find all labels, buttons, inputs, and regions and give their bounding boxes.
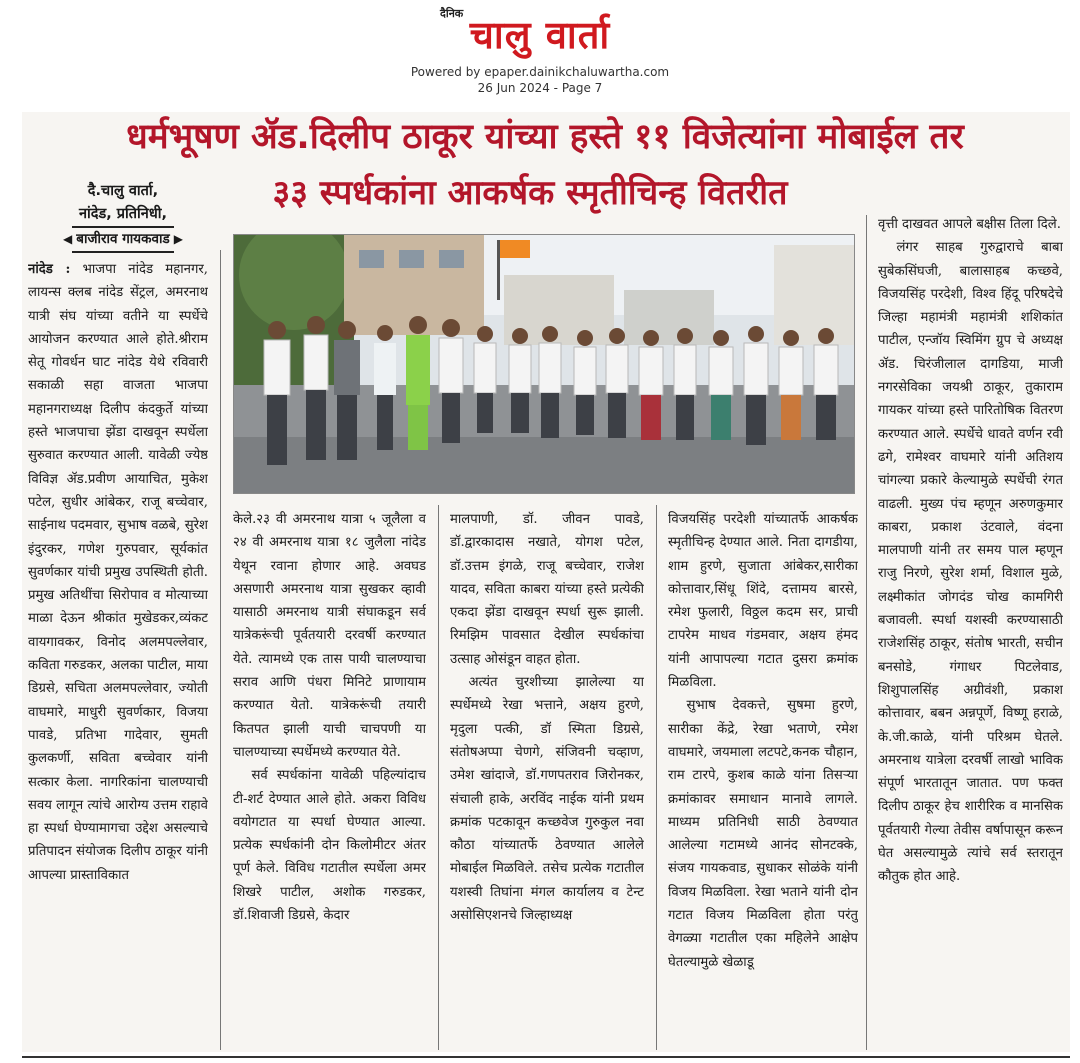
column-divider (656, 505, 657, 1050)
column-2-para-2: सर्व स्पर्धकांना यावेळी पहिल्यांदाच टी-शर्ट देण्यात आले होते. अकरा विविध वयोगटात या स्पर्धा घेण्यात आल्या. प्रत्येक स्पर्धकांनी दोन किलोमीटर अंतर पूर्ण केले. विविध गटातील स्पर्धेला अमर शिखरे पाटील, अशोक गरुडकर, डॉ.शिवाजी डिग्रसे, केदार (233, 768, 426, 924)
triangle-right-icon: ▶ (173, 232, 183, 246)
triangle-left-icon: ◀ (63, 232, 73, 246)
byline-location: नांदेड, प्रतिनिधी, (78, 206, 168, 222)
dateline-place: नांदेड : (28, 262, 71, 277)
article-column-1 (28, 258, 208, 1052)
byline-reporter: बाजीराव गायकवाड (72, 226, 173, 253)
column-divider (438, 505, 439, 1050)
column-2-para-1: केले.२३ वी अमरनाथ यात्रा ५ जूलैला व २४ वी अमरनाथ यात्रा १८ जुलैला नांदेड येथून रवाना होणार आहे. अवघड असणारी अमरनाथ यात्रा सुखकर व्हावी यासाठी अमरनाथ यात्री संघाकडून सर्व यात्रेकरूंची पूर्वतयारी दरवर्षी करण्यात येते. त्यामध्ये एक तास पायी चालण्याचा सराव आणि पंधरा मिनिटे प्राणायाम करण्यात येतो. यात्रेकरूंची तयारी कितपत झाली याची चाचपणी या चालण्याच्या स्पर्धेमध्ये करण्यात येते. (233, 512, 426, 760)
article-column-2 (233, 508, 426, 1052)
masthead (0, 0, 1080, 108)
column-divider (220, 250, 221, 1050)
column-divider (866, 215, 867, 1050)
headline-line-2: ३३ स्पर्धकांना आकर्षक स्मृतीचिन्ह वितरीत (272, 173, 788, 213)
powered-by-link[interactable]: Powered by epaper.dainikchaluwartha.com (410, 65, 670, 79)
masthead-logo: चालु वार्ता (469, 13, 611, 57)
byline-paper: दै.चालु वार्ता, (87, 183, 159, 199)
column-3-para-2: अत्यंत चुरशीच्या झालेल्या या स्पर्धेमध्ये रेखा भत्ताने, अक्षय हुरणे, मृदुला पत्की, डॉ स्मिता डिग्रसे, संतोषअप्पा चेणगे, संजिवनी चव्हाण, उमेश खांदाजे, डॉ.गणपतराव जिरोनकर, संचाली हाके, अरविंद नाईक यांनी प्रथम क्रमांक पटकावून कच्छवेज गुरुकुल नवा कौठा यांच्यातर्फे ठेवण्यात आलेले मोबाईल मिळविले. तसेच प्रत्येक गटातील यशस्वी तिघांना मंगल कार्यालय व टेन्ट असोसिएशनचे जिल्हाध्यक्ष (450, 675, 644, 924)
column-5-para-2: लंगर साहब गुरुद्वाराचे बाबा सुबेकसिंघजी, बालासाहब कच्छवे, विजयसिंह परदेशी, विश्व हिंदू परिषदेचे जिल्हा महामंत्री महामंत्री शशिकांत पाटील, एन्जॉय स्विमिंग ग्रुप चे अध्यक्ष ॲड. चिरंजीलाल दागडिया, माजी नगरसेविका जयश्री ठाकूर, तुकाराम गायकर यांच्या हस्ते पारितोषिक वितरण करण्यात आले. स्पर्धेचे धावते वर्णन रवी ढगे, रामेश्वर वाघमारे यांनी अतिशय चांगल्या प्रकारे केल्यामुळे स्पर्धेची रंगत वाढली. मुख्य पंच म्हणून अरुणकुमार काबरा, प्रकाश उंटवाले, वंदना मालपाणी यांनी तर समय पाल म्हणून राजु निरणे, सुरेश शर्मा, विशाल मुळे, लक्ष्मीकांत जोगदंड चोख कामगिरी बजावली. स्पर्धा यशस्वी करण्यासाठी राजेशसिंह ठाकूर, संतोष भारती, सचीन बनसोडे, गंगाधर पिटलेवाड, शिशुपालसिंह अग्रीवंशी, प्रकाश कोत्तावार, बबन अन्नपूर्णे, विष्णू हराळे, के.जी.काळे, यांनी परिश्रम घेतले. अमरनाथ यात्रेला दरवर्षी लाखो भाविक संपूर्ण भारतातून जातात. पण फक्त दिलीप ठाकूर हेच शारीरिक व मानसिक पूर्वतयारी गेल्या तेवीस वर्षापासून करून घेत असल्यामुळे त्यांचे सर्व स्तरातून कौतुक होत आहे. (878, 240, 1063, 885)
masthead-prefix: दैनिक (440, 7, 464, 20)
column-5-para-1: वृत्ती दाखवत आपले बक्षीस तिला दिले. (878, 217, 1061, 232)
article-column-4 (668, 508, 858, 1052)
article-photo (233, 234, 855, 494)
column-4-para-1: विजयसिंह परदेशी यांच्यातर्फे आकर्षक स्मृतीचिन्ह देण्यात आले. निता दागडीया, शाम हुरणे, सुजाता आंबेकर,सारीका कोत्तावार,सिंधू शिंदे, दत्तामय बारसे, रमेश फुलारी, विठ्ठल कदम सर, प्राची टापरेम माधव गंडमवार, अक्षय हंमद यांनी आपापल्या गटात दुसरा क्रमांक मिळविला. (668, 512, 858, 691)
byline (28, 180, 218, 253)
date-page: 26 Jun 2024 - Page 7 (477, 81, 603, 95)
article-column-3 (450, 508, 644, 1052)
article-column-5 (878, 213, 1063, 1052)
column-3-para-1: मालपाणी, डॉ. जीवन पावडे, डॉ.द्वारकादास नखाते, योगश पटेल, डॉ.उत्तम इंगळे, राजू बच्चेवार, राजेश यादव, सविता काबरा यांच्या हस्ते प्रत्येकी एकदा झेंडा दाखवून स्पर्धा सुरू झाली. रिमझिम पावसात देखील स्पर्धकांचा उत्साह ओसंडून वाहत होता. (450, 512, 644, 667)
column-1-text: भाजपा नांदेड महानगर, लायन्स क्लब नांदेड सेंट्रल, अमरनाथ यात्री संघ यांच्या वतीने या स्पर्धेचे आयोजन करण्यात आले होते.श्रीराम सेतू गोवर्धन घाट नांदेड येथे रविवारी सकाळी सहा वाजता भाजपा महानगराध्यक्ष दिलीप कंदकुर्ते यांच्या हस्ते भाजपाचा झेंडा दाखवून स्पर्धेला सुरुवात करण्यात आली. यावेळी ज्येष्ठ विविज्ञ ॲड.प्रवीण आयाचित, मुकेश पटेल, सुधीर आंबेकर, राजू बच्चेवार, साईनाथ पदमवार, सुभाष वळबे, सुरेश इंदुरकर, गणेश गुरुपवार, सूर्यकांत सुवर्णकार यांची प्रमुख उपस्थिती होती. प्रमुख अतिथींचा सिरोपाव व मोत्याच्या माळा देऊन श्रीकांत मुखेडकर,व्यंकट वायगावकर, विनोद अलमपल्लेवार, कविता गरुडकर, अलका पाटील, माया डिग्रसे, सचिता अलमपल्लेवार, ज्योती वाघमारे, माधुरी सुवर्णकार, विजया पावडे, प्रतिभा गादेवार, सुमती कुलकर्णी, सविता बच्चेवार यांनी सत्कार केला. नागरिकांना चालण्याची सवय लागून त्यांचे आरोग्य उत्तम राहावे हा स्पर्धा घेण्यामागचा उद्देश असल्याचे प्रतिपादन संयोजक दिलीप ठाकूर यांनी आपल्या प्रास्ताविकात (28, 262, 208, 883)
headline-line-1: धर्मभूषण ॲड.दिलीप ठाकूर यांच्या हस्ते ११ विजेत्यांना मोबाईल तर (126, 117, 964, 157)
column-4-para-2: सुभाष देवकत्ते, सुषमा हुरणे, सारीका केंद्रे, रेखा भताणे, रमेश वाघमारे, जयमाला लटपटे,कनक चौहान, राम टारपे, कुशब काळे यांना तिसऱ्या क्रमांकावर समाधान मानावे लागले. माध्यम प्रतिनिधी साठी ठेवण्यात आलेल्या गटामध्ये आनंद सोनटक्के, संजय गायकवाड, सुधाकर सोळंके यांनी विजय मिळविला. रेखा भताने यांनी दोन गटात विजय मिळविला होता परंतु वेगळ्या गटातील एका महिलेने आक्षेप घेतल्यामुळे खेळाडू (668, 698, 858, 970)
bottom-rule (22, 1056, 1070, 1058)
